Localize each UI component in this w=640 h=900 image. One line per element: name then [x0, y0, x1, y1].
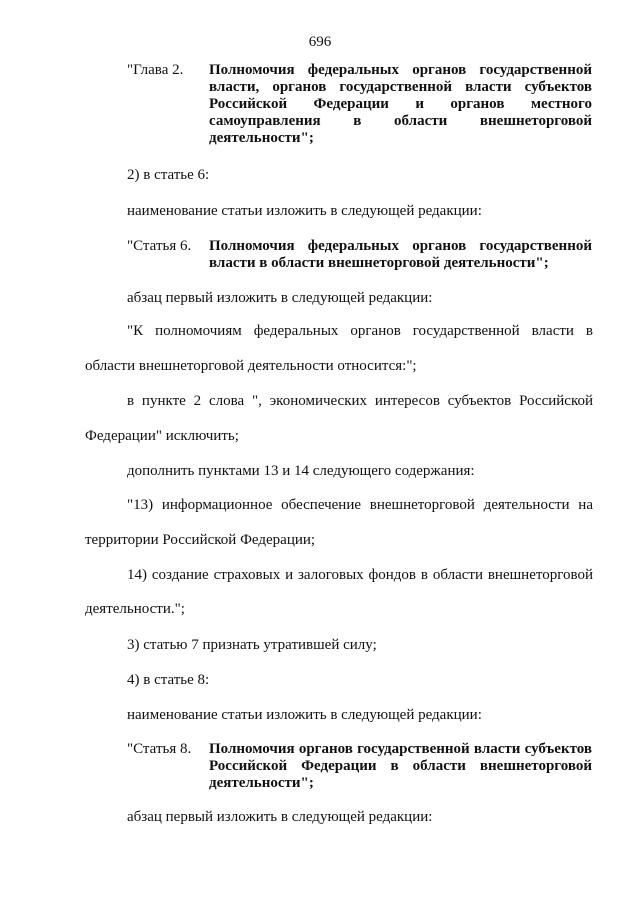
paragraph: 14) создание страховых и залоговых фондов в области внешнеторговой: [127, 567, 593, 583]
paragraph: наименование статьи изложить в следующей редакции:: [127, 203, 482, 219]
paragraph-continuation: области внешнеторговой деятельности относится:";: [85, 358, 417, 374]
paragraph: дополнить пунктами 13 и 14 следующего содержания:: [127, 463, 475, 479]
article-8-title: Полномочия органов государственной власти субъектов Российской Федерации в области внешнеторговой деятельности";: [209, 741, 592, 791]
chapter-2-title: Полномочия федеральных органов государственной власти, органов государственной власти субъектов Российской Федерации и органов местного самоуправления в области внешнеторговой деятельности";: [209, 62, 592, 146]
paragraph: в пункте 2 слова ", экономических интересов субъектов Российской: [127, 393, 593, 409]
paragraph: 4) в статье 8:: [127, 672, 210, 688]
paragraph: "13) информационное обеспечение внешнеторговой деятельности на: [127, 497, 593, 513]
paragraph-continuation: территории Российской Федерации;: [85, 532, 316, 548]
paragraph: наименование статьи изложить в следующей редакции:: [127, 707, 482, 723]
paragraph-continuation: деятельности.";: [85, 601, 185, 617]
chapter-2-label: "Глава 2.: [127, 62, 184, 78]
article-8-label: "Статья 8.: [127, 741, 192, 757]
paragraph: абзац первый изложить в следующей редакции:: [127, 809, 433, 825]
article-6-title: Полномочия федеральных органов государственной власти в области внешнеторговой деятельности";: [209, 238, 592, 271]
paragraph-continuation: Федерации" исключить;: [85, 428, 239, 444]
paragraph: абзац первый изложить в следующей редакции:: [127, 290, 433, 306]
paragraph: 2) в статье 6:: [127, 167, 210, 183]
article-6-label: "Статья 6.: [127, 238, 192, 254]
paragraph: 3) статью 7 признать утратившей силу;: [127, 637, 377, 653]
paragraph: "К полномочиям федеральных органов государственной власти в: [127, 323, 593, 339]
page-number: 696: [308, 34, 332, 50]
